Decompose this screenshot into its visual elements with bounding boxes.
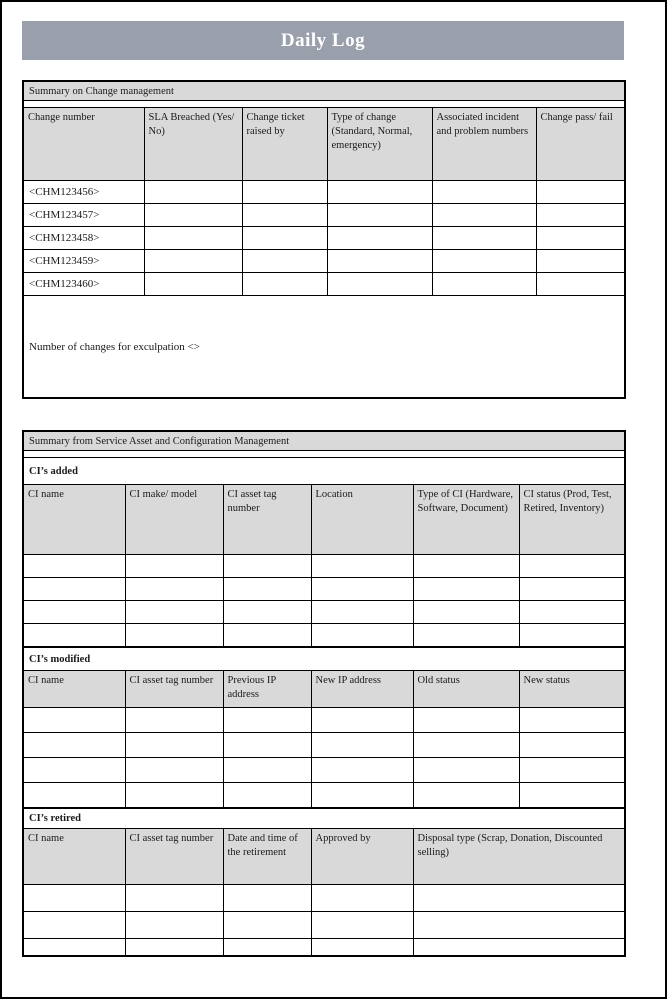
empty-cell[interactable] [223,708,311,733]
empty-cell[interactable] [125,885,223,912]
empty-cell[interactable] [125,578,223,601]
empty-cell[interactable] [125,783,223,809]
empty-cell[interactable] [144,204,242,227]
change-number-cell[interactable]: <CHM123460> [23,273,144,296]
table-row [23,181,625,204]
title-band [22,21,624,60]
empty-cell[interactable] [536,227,625,250]
empty-cell[interactable] [223,555,311,578]
empty-cell[interactable] [223,733,311,758]
col-header-ci-asset-tag: CI asset tag number [125,829,223,885]
col-header-ci-name: CI name [23,829,125,885]
empty-cell[interactable] [223,939,311,957]
empty-cell[interactable] [413,624,519,648]
empty-cell[interactable] [242,250,327,273]
empty-cell[interactable] [125,601,223,624]
table-row [23,939,625,957]
empty-cell[interactable] [144,181,242,204]
change-number-cell[interactable]: <CHM123456> [23,181,144,204]
empty-cell[interactable] [413,555,519,578]
table-row [23,555,625,578]
empty-cell[interactable] [223,624,311,648]
empty-cell[interactable] [23,939,125,957]
empty-cell[interactable] [519,783,625,809]
change-number-cell[interactable]: <CHM123459> [23,250,144,273]
empty-cell[interactable] [311,885,413,912]
empty-cell[interactable] [242,181,327,204]
table-row [23,227,625,250]
table-row [23,601,625,624]
empty-cell[interactable] [23,578,125,601]
col-header-sla-breached: SLA Breached (Yes/ No) [144,108,242,181]
empty-cell[interactable] [125,758,223,783]
page-title: Daily Log [280,29,366,51]
table-row [23,624,625,648]
empty-cell[interactable] [311,912,413,939]
empty-cell[interactable] [327,181,432,204]
col-header-disposal-type: Disposal type (Scrap, Donation, Discounted selling) [413,829,625,885]
spacer-row [23,101,625,108]
col-header-old-status: Old status [413,671,519,708]
empty-cell[interactable] [413,601,519,624]
empty-cell[interactable] [519,758,625,783]
empty-cell[interactable] [327,250,432,273]
empty-cell[interactable] [242,273,327,296]
empty-cell[interactable] [519,624,625,648]
table-row [23,204,625,227]
table-row [23,273,625,296]
empty-cell[interactable] [144,227,242,250]
col-header-location: Location [311,485,413,555]
empty-cell[interactable] [23,912,125,939]
table-row [23,912,625,939]
change-summary-table [22,80,626,399]
empty-cell[interactable] [413,885,625,912]
empty-cell[interactable] [311,601,413,624]
empty-cell[interactable] [223,601,311,624]
table-row [23,758,625,783]
empty-cell[interactable] [223,758,311,783]
empty-cell[interactable] [413,939,625,957]
table-row [23,708,625,733]
subsection-label-cis-added: CI’s added [23,458,625,485]
empty-cell[interactable] [519,555,625,578]
ci-modified-table [22,646,626,809]
col-header-type-of-change: Type of change (Standard, Normal, emergency) [327,108,432,181]
empty-cell[interactable] [536,273,625,296]
table-row [23,733,625,758]
col-header-ci-name: CI name [23,671,125,708]
empty-cell[interactable] [311,733,413,758]
empty-cell[interactable] [311,624,413,648]
empty-cell[interactable] [327,273,432,296]
table-row [23,250,625,273]
empty-cell[interactable] [23,624,125,648]
col-header-change-number: Change number [23,108,144,181]
empty-cell[interactable] [536,250,625,273]
empty-cell[interactable] [125,624,223,648]
empty-cell[interactable] [223,783,311,809]
empty-cell[interactable] [242,204,327,227]
empty-cell[interactable] [432,227,536,250]
col-header-new-ip: New IP address [311,671,413,708]
subsection-label-cis-modified: CI’s modified [23,647,625,671]
empty-cell[interactable] [311,783,413,809]
spacer-row [23,451,625,458]
empty-cell[interactable] [536,204,625,227]
empty-cell[interactable] [311,555,413,578]
empty-cell[interactable] [519,578,625,601]
col-header-type-of-ci: Type of CI (Hardware, Software, Document) [413,485,519,555]
empty-cell[interactable] [413,783,519,809]
empty-cell[interactable] [23,758,125,783]
empty-cell[interactable] [125,555,223,578]
empty-cell[interactable] [23,601,125,624]
col-header-associated-numbers: Associated incident and problem numbers [432,108,536,181]
table-row [23,783,625,809]
exculpation-note[interactable]: Number of changes for exculpation <> [23,296,625,399]
col-header-ticket-raised-by: Change ticket raised by [242,108,327,181]
col-header-ci-name: CI name [23,485,125,555]
empty-cell[interactable] [125,708,223,733]
empty-cell[interactable] [413,758,519,783]
empty-cell[interactable] [519,733,625,758]
empty-cell[interactable] [311,578,413,601]
col-header-previous-ip: Previous IP address [223,671,311,708]
empty-cell[interactable] [432,204,536,227]
empty-cell[interactable] [327,204,432,227]
empty-cell[interactable] [144,273,242,296]
empty-cell[interactable] [23,708,125,733]
empty-cell[interactable] [413,912,625,939]
empty-cell[interactable] [432,273,536,296]
ci-retired-table [22,807,626,957]
empty-cell[interactable] [413,733,519,758]
col-header-ci-make-model: CI make/ model [125,485,223,555]
col-header-new-status: New status [519,671,625,708]
empty-cell[interactable] [536,181,625,204]
empty-cell[interactable] [125,733,223,758]
empty-cell[interactable] [223,912,311,939]
empty-cell[interactable] [23,885,125,912]
empty-cell[interactable] [223,885,311,912]
col-header-approved-by: Approved by [311,829,413,885]
section-title-change: Summary on Change management [23,81,625,101]
empty-cell[interactable] [519,708,625,733]
section-title-sacm: Summary from Service Asset and Configuration Management [23,431,625,451]
table-row [23,885,625,912]
empty-cell[interactable] [23,733,125,758]
empty-cell[interactable] [23,555,125,578]
empty-cell[interactable] [413,708,519,733]
col-header-retirement-datetime: Date and time of the retirement [223,829,311,885]
col-header-change-pass-fail: Change pass/ fail [536,108,625,181]
empty-cell[interactable] [519,601,625,624]
empty-cell[interactable] [413,578,519,601]
empty-cell[interactable] [311,939,413,957]
empty-cell[interactable] [125,939,223,957]
col-header-ci-status: CI status (Prod, Test, Retired, Inventory) [519,485,625,555]
ci-added-table [22,430,626,648]
empty-cell[interactable] [223,578,311,601]
empty-cell[interactable] [311,758,413,783]
empty-cell[interactable] [242,227,327,250]
table-row [23,578,625,601]
empty-cell[interactable] [144,250,242,273]
col-header-ci-asset-tag: CI asset tag number [125,671,223,708]
empty-cell[interactable] [125,912,223,939]
empty-cell[interactable] [432,250,536,273]
subsection-label-cis-retired: CI’s retired [23,808,625,829]
empty-cell[interactable] [311,708,413,733]
empty-cell[interactable] [432,181,536,204]
change-number-cell[interactable]: <CHM123458> [23,227,144,250]
col-header-ci-asset-tag: CI asset tag number [223,485,311,555]
empty-cell[interactable] [23,783,125,809]
change-number-cell[interactable]: <CHM123457> [23,204,144,227]
empty-cell[interactable] [327,227,432,250]
